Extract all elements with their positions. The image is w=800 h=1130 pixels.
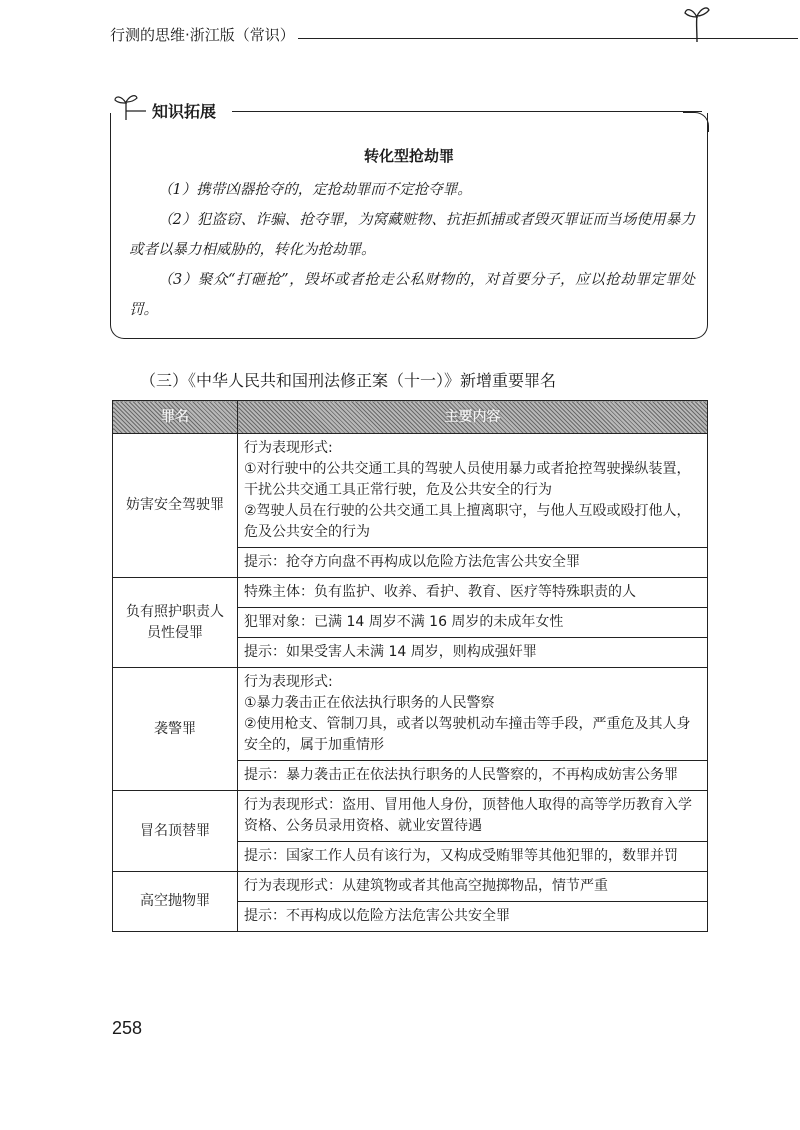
- header-rule: [298, 38, 798, 39]
- detail-line: ②使用枪支、管制刀具，或者以驾驶机动车撞击等手段，严重危及其人身安全的，属于加重情形: [244, 716, 691, 753]
- crime-detail: 犯罪对象：已满 14 周岁不满 16 周岁的未成年女性: [238, 608, 708, 638]
- crime-name: 袭警罪: [113, 668, 238, 791]
- knowledge-item: （3）聚众“打砸抢”，毁坏或者抢走公私财物的，对首要分子，应以抢劫罪定罪处罚。: [129, 272, 695, 318]
- column-header-crime: 罪名: [113, 401, 238, 434]
- column-header-content: 主要内容: [238, 401, 708, 434]
- crime-tip: 提示：不再构成以危险方法危害公共安全罪: [238, 902, 708, 932]
- knowledge-box-rule: [232, 111, 702, 112]
- crime-detail: 特殊主体：负有监护、收养、看护、教育、医疗等特殊职责的人: [238, 578, 708, 608]
- crime-name: 冒名顶替罪: [113, 791, 238, 872]
- detail-line: ②驾驶人员在行驶的公共交通工具上擅离职守，与他人互殴或殴打他人，危及公共安全的行为: [244, 503, 691, 540]
- table-row: [113, 872, 708, 902]
- crime-detail: 行为表现形式：盗用、冒用他人身份，顶替他人取得的高等学历教育入学资格、公务员录用资格、就业安置待遇: [238, 791, 708, 842]
- crime-detail: [238, 434, 708, 548]
- table-header-row: [113, 401, 708, 434]
- crime-name: 高空抛物罪: [113, 872, 238, 932]
- header-title: 行测的思维·浙江版（常识）: [110, 26, 295, 44]
- knowledge-box: [110, 113, 708, 339]
- running-header: [110, 22, 710, 46]
- crime-tip: 提示：暴力袭击正在依法执行职务的人民警察的，不再构成妨害公务罪: [238, 761, 708, 791]
- crime-tip: 提示：抢夺方向盘不再构成以危险方法危害公共安全罪: [238, 548, 708, 578]
- crime-name: 妨害安全驾驶罪: [113, 434, 238, 578]
- crime-tip: 提示：国家工作人员有该行为，又构成受贿罪等其他犯罪的，数罪并罚: [238, 842, 708, 872]
- page-number: 258: [112, 1018, 143, 1038]
- detail-line: 行为表现形式:: [244, 674, 333, 690]
- knowledge-box-subtitle: 转化型抢劫罪: [363, 147, 454, 165]
- detail-line: 行为表现形式:: [244, 440, 333, 456]
- crime-tip: 提示：如果受害人未满 14 周岁，则构成强奸罪: [238, 638, 708, 668]
- table-row: [113, 791, 708, 842]
- crimes-table: [112, 400, 708, 932]
- table-row: [113, 578, 708, 608]
- knowledge-item: （2）犯盗窃、诈骗、抢夺罪，为窝藏赃物、抗拒抓捕或者毁灭罪证而当场使用暴力或者以暴力相威胁的，转化为抢劫罪。: [129, 212, 695, 258]
- knowledge-box-items: [129, 175, 695, 325]
- detail-line: ①暴力袭击正在依法执行职务的人民警察: [244, 695, 495, 711]
- sprout-icon: [682, 0, 712, 44]
- crime-detail: 行为表现形式：从建筑物或者其他高空抛掷物品，情节严重: [238, 872, 708, 902]
- crime-detail: [238, 668, 708, 761]
- table-row: [113, 434, 708, 548]
- crime-name: 负有照护职责人员性侵罪: [113, 578, 238, 668]
- detail-line: ①对行驶中的公共交通工具的驾驶人员使用暴力或者抢控驾驶操纵装置，干扰公共交通工具正常行驶，危及公共安全的行为: [244, 461, 691, 498]
- knowledge-item: （1）携带凶器抢夺的，定抢劫罪而不定抢夺罪。: [158, 182, 472, 198]
- knowledge-box-corner: [683, 112, 709, 132]
- section-title: （三）《中华人民共和国刑法修正案（十一）》新增重要罪名: [140, 371, 557, 390]
- table-row: [113, 668, 708, 761]
- knowledge-box-title: 知识拓展: [152, 102, 217, 121]
